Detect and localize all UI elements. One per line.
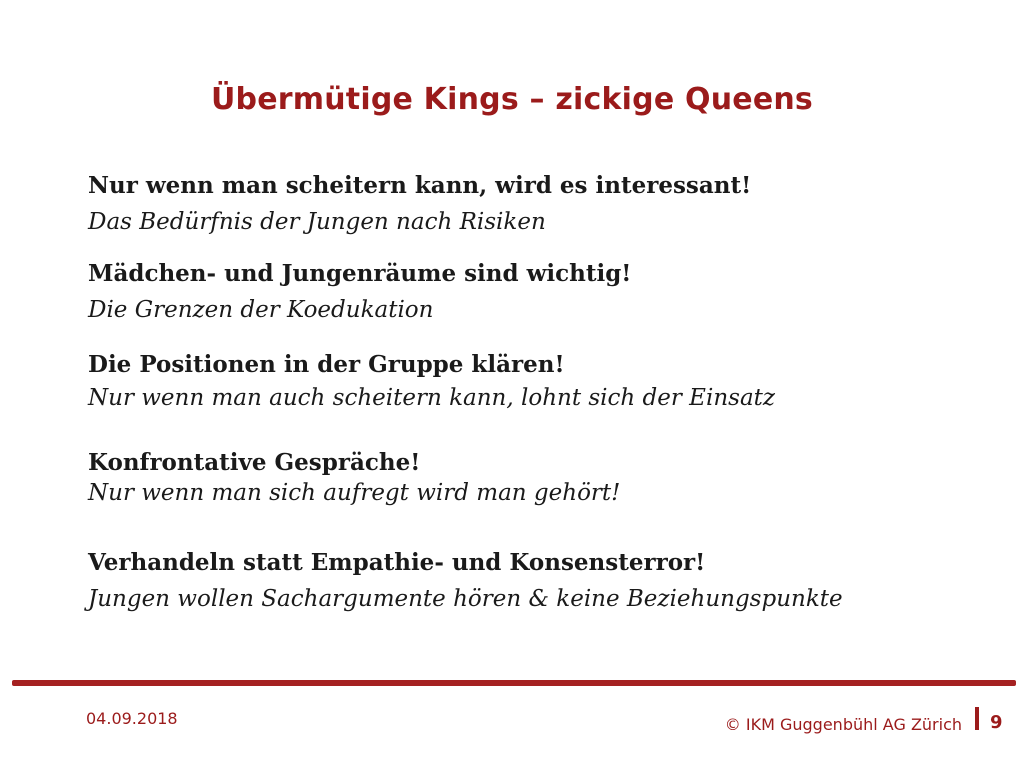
- point-heading-5: Verhandeln statt Empathie- und Konsensterror!: [88, 549, 706, 576]
- point-heading-4: Konfrontative Gespräche!: [88, 449, 421, 476]
- point-subtitle-1: Das Bedürfnis der Jungen nach Risiken: [88, 209, 546, 235]
- point-heading-2: Mädchen- und Jungenräume sind wichtig!: [88, 260, 632, 287]
- footer-copyright: © IKM Guggenbühl AG Zürich: [724, 715, 962, 734]
- point-subtitle-4: Nur wenn man sich aufregt wird man gehört!: [88, 480, 621, 506]
- footer-date: 04.09.2018: [86, 709, 178, 728]
- point-heading-1: Nur wenn man scheitern kann, wird es interessant!: [88, 172, 752, 199]
- footer-separator: [975, 707, 979, 730]
- point-subtitle-5: Jungen wollen Sachargumente hören & keine Beziehungspunkte: [88, 586, 843, 612]
- point-subtitle-2: Die Grenzen der Koedukation: [88, 297, 434, 323]
- point-heading-3: Die Positionen in der Gruppe klären!: [88, 351, 565, 378]
- slide-title: Übermütige Kings – zickige Queens: [211, 82, 813, 117]
- footer-divider: [12, 680, 1016, 686]
- point-subtitle-3: Nur wenn man auch scheitern kann, lohnt sich der Einsatz: [88, 385, 776, 411]
- page-number: 9: [990, 712, 1003, 733]
